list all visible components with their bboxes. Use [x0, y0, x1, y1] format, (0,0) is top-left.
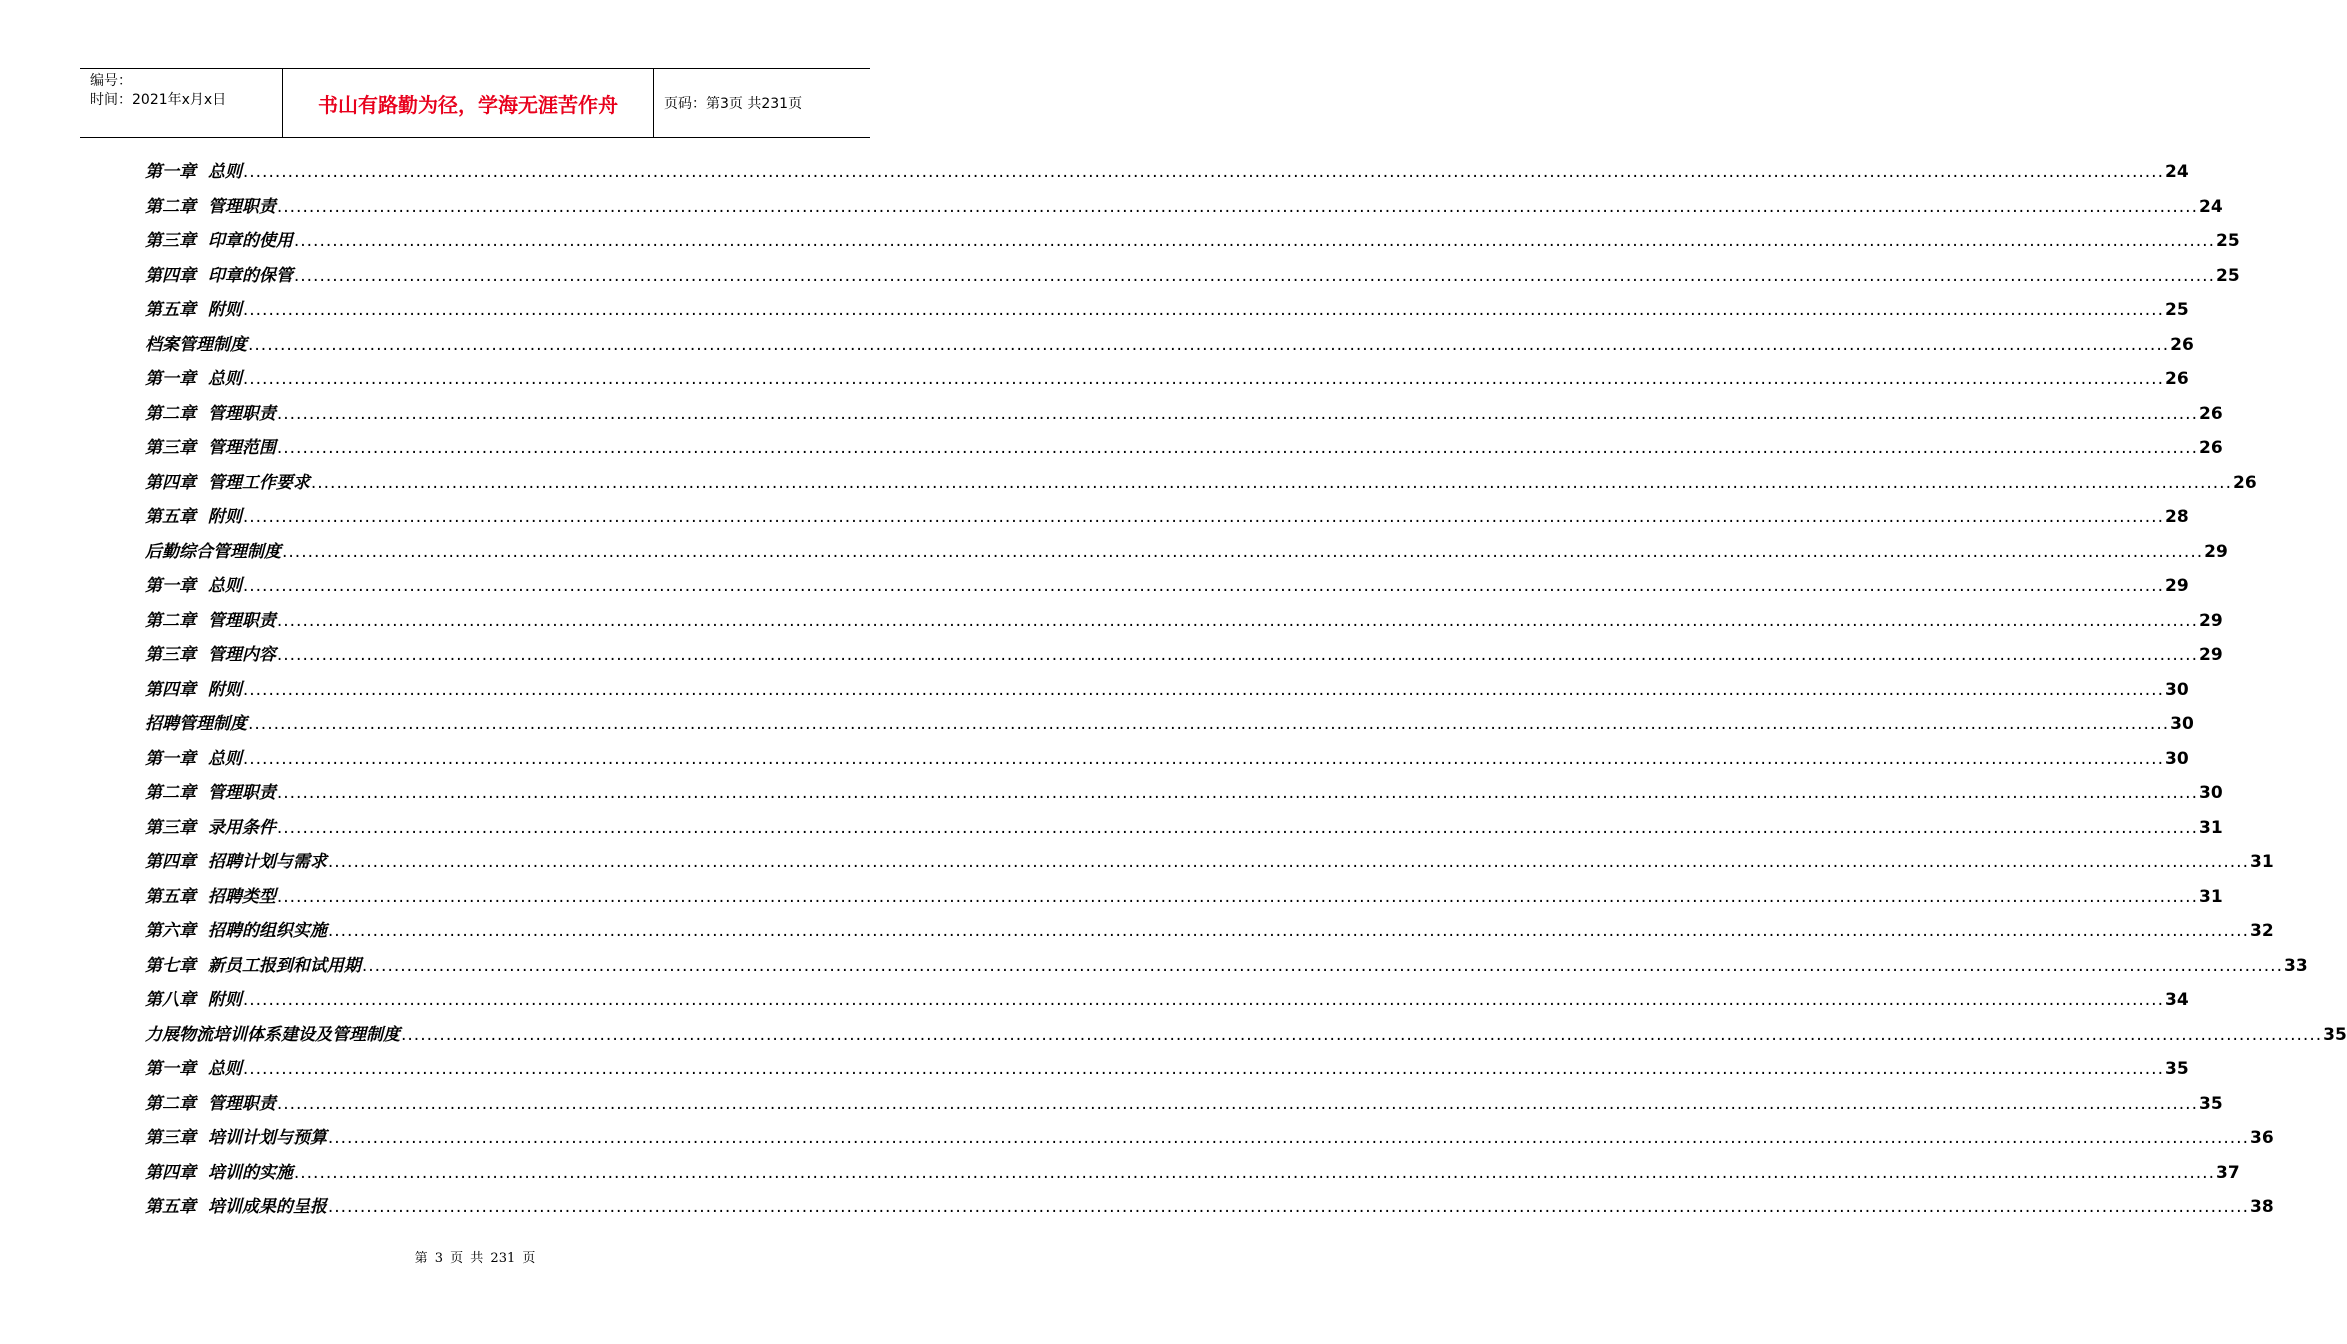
toc-entry-page: 29 — [2199, 645, 2223, 665]
toc-entry[interactable] — [145, 880, 2223, 915]
toc-entry-page: 33 — [2284, 955, 2308, 976]
toc-entry-title: 第五章 附则 — [145, 300, 242, 320]
toc-entry-page: 25 — [2216, 231, 2240, 251]
toc-leader-dots: ............................................................................................................................................................................................................................................................................................................ — [276, 438, 2198, 458]
toc-entry-page: 24 — [2199, 196, 2223, 217]
toc-entry-page: 25 — [2216, 265, 2240, 286]
toc-entry-title: 第二章 管理职责 — [145, 610, 276, 631]
toc-leader-dots: ............................................................................................................................................................................................................................................................................................................ — [276, 196, 2198, 217]
page-header — [80, 68, 870, 138]
toc-entry[interactable] — [145, 500, 2189, 535]
toc-entry-title: 第四章 培训的实施 — [145, 1162, 293, 1183]
toc-entry[interactable] — [145, 397, 2223, 432]
toc-entry-page: 36 — [2250, 1128, 2274, 1148]
toc-entry[interactable] — [145, 190, 2223, 225]
toc-entry-title: 第七章 新员工报到和试用期 — [145, 955, 361, 976]
toc-leader-dots: ............................................................................................................................................................................................................................................................................................................ — [293, 231, 2215, 251]
toc-entry[interactable] — [145, 949, 2308, 984]
toc-entry-title: 力展物流培训体系建设及管理制度 — [145, 1024, 400, 1045]
toc-entry[interactable] — [145, 328, 2194, 363]
toc-entry[interactable] — [145, 155, 2189, 190]
toc-entry-title: 第二章 管理职责 — [145, 783, 276, 803]
toc-entry-title: 第三章 培训计划与预算 — [145, 1128, 327, 1148]
toc-leader-dots: ............................................................................................................................................................................................................................................................................................................ — [276, 645, 2198, 665]
toc-entry-title: 第五章 附则 — [145, 507, 242, 527]
toc-leader-dots: ............................................................................................................................................................................................................................................................................................................ — [276, 1093, 2198, 1114]
toc-entry[interactable] — [145, 983, 2189, 1018]
time-label: 时间：2021年x月x日 — [90, 92, 227, 108]
toc-entry-page: 24 — [2165, 162, 2189, 182]
toc-entry-page: 30 — [2170, 714, 2194, 734]
toc-entry[interactable] — [145, 776, 2223, 811]
toc-entry-title: 第三章 管理范围 — [145, 438, 276, 458]
toc-leader-dots: ............................................................................................................................................................................................................................................................................................................ — [276, 610, 2198, 631]
toc-entry-page: 38 — [2250, 1197, 2274, 1217]
toc-entry-page: 34 — [2165, 990, 2189, 1010]
toc-leader-dots: ............................................................................................................................................................................................................................................................................................................ — [248, 714, 2170, 734]
toc-entry-page: 32 — [2250, 921, 2274, 941]
toc-leader-dots: ............................................................................................................................................................................................................................................................................................................ — [242, 748, 2164, 769]
toc-entry-title: 后勤综合管理制度 — [145, 541, 281, 562]
toc-entry-title: 第一章 总则 — [145, 369, 242, 389]
page-footer: 第 3 页 共 231 页 — [414, 1251, 536, 1266]
toc-entry[interactable] — [145, 259, 2240, 294]
toc-leader-dots: ............................................................................................................................................................................................................................................................................................................ — [242, 1059, 2164, 1079]
toc-entry[interactable] — [145, 811, 2223, 846]
toc-leader-dots: ............................................................................................................................................................................................................................................................................................................ — [276, 403, 2198, 424]
table-of-contents — [145, 155, 2347, 1225]
toc-leader-dots: ............................................................................................................................................................................................................................................................................................................ — [242, 576, 2164, 596]
toc-entry-title: 第一章 总则 — [145, 576, 242, 596]
toc-entry-page: 29 — [2165, 576, 2189, 596]
toc-entry-page: 26 — [2199, 403, 2223, 424]
toc-entry-title: 第一章 总则 — [145, 162, 242, 182]
toc-entry-title: 第四章 印章的保管 — [145, 265, 293, 286]
toc-entry-title: 第二章 管理职责 — [145, 196, 276, 217]
toc-leader-dots: ............................................................................................................................................................................................................................................................................................................ — [361, 955, 2283, 976]
toc-entry-page: 30 — [2199, 783, 2223, 803]
toc-entry-page: 26 — [2199, 438, 2223, 458]
toc-entry-title: 第一章 总则 — [145, 748, 242, 769]
toc-entry-title: 第八章 附则 — [145, 990, 242, 1010]
toc-entry[interactable] — [145, 431, 2223, 466]
toc-entry[interactable] — [145, 638, 2223, 673]
toc-leader-dots: ............................................................................................................................................................................................................................................................................................................ — [276, 817, 2198, 838]
toc-entry[interactable] — [145, 604, 2223, 639]
toc-entry[interactable] — [145, 673, 2189, 708]
header-meta — [80, 69, 282, 137]
toc-leader-dots: ............................................................................................................................................................................................................................................................................................................ — [327, 1128, 2249, 1148]
toc-entry-page: 31 — [2250, 852, 2274, 872]
toc-leader-dots: ............................................................................................................................................................................................................................................................................................................ — [282, 541, 2204, 562]
toc-entry-page: 29 — [2199, 610, 2223, 631]
toc-entry[interactable] — [145, 466, 2257, 501]
toc-leader-dots: ............................................................................................................................................................................................................................................................................................................ — [242, 369, 2164, 389]
toc-entry-title: 第一章 总则 — [145, 1059, 242, 1079]
toc-entry-title: 第四章 管理工作要求 — [145, 472, 310, 493]
toc-entry-title: 第三章 管理内容 — [145, 645, 276, 665]
toc-leader-dots: ............................................................................................................................................................................................................................................................................................................ — [276, 783, 2198, 803]
toc-leader-dots: ............................................................................................................................................................................................................................................................................................................ — [293, 1162, 2215, 1183]
toc-leader-dots: ............................................................................................................................................................................................................................................................................................................ — [327, 1197, 2249, 1217]
toc-leader-dots: ............................................................................................................................................................................................................................................................................................................ — [327, 921, 2249, 941]
toc-entry[interactable] — [145, 914, 2274, 949]
toc-entry[interactable] — [145, 224, 2240, 259]
toc-entry-page: 30 — [2165, 748, 2189, 769]
toc-entry[interactable] — [145, 362, 2189, 397]
toc-entry-page: 25 — [2165, 300, 2189, 320]
toc-entry-page: 30 — [2165, 679, 2189, 700]
toc-entry-page: 35 — [2199, 1093, 2223, 1114]
toc-entry[interactable] — [145, 845, 2274, 880]
toc-entry-page: 35 — [2323, 1024, 2347, 1045]
toc-entry-page: 26 — [2170, 334, 2194, 355]
toc-entry-page: 29 — [2204, 541, 2228, 562]
toc-leader-dots: ............................................................................................................................................................................................................................................................................................................ — [248, 334, 2170, 355]
toc-entry[interactable] — [145, 1052, 2189, 1087]
toc-entry[interactable] — [145, 742, 2189, 777]
header-motto: 书山有路勤为径，学海无涯苦作舟 — [282, 69, 654, 137]
header-page-info: 页码：第3页 共231页 — [664, 96, 803, 112]
toc-entry-title: 第六章 招聘的组织实施 — [145, 921, 327, 941]
toc-entry-title: 第四章 招聘计划与需求 — [145, 852, 327, 872]
toc-entry-title: 第二章 管理职责 — [145, 1093, 276, 1114]
toc-entry-title: 第三章 印章的使用 — [145, 231, 293, 251]
toc-leader-dots: ............................................................................................................................................................................................................................................................................................................ — [310, 472, 2232, 493]
toc-leader-dots: ............................................................................................................................................................................................................................................................................................................ — [401, 1024, 2323, 1045]
toc-entry-page: 26 — [2233, 472, 2257, 493]
toc-leader-dots: ............................................................................................................................................................................................................................................................................................................ — [293, 265, 2215, 286]
toc-entry-title: 第五章 培训成果的呈报 — [145, 1197, 327, 1217]
toc-entry[interactable] — [145, 1018, 2347, 1053]
toc-leader-dots: ............................................................................................................................................................................................................................................................................................................ — [242, 162, 2164, 182]
toc-entry[interactable] — [145, 1156, 2240, 1191]
toc-entry-page: 26 — [2165, 369, 2189, 389]
toc-entry-title: 第五章 招聘类型 — [145, 886, 276, 907]
toc-entry[interactable] — [145, 535, 2228, 570]
toc-leader-dots: ............................................................................................................................................................................................................................................................................................................ — [242, 990, 2164, 1010]
toc-leader-dots: ............................................................................................................................................................................................................................................................................................................ — [276, 886, 2198, 907]
toc-entry[interactable] — [145, 1087, 2223, 1122]
toc-entry[interactable] — [145, 569, 2189, 604]
toc-leader-dots: ............................................................................................................................................................................................................................................................................................................ — [242, 300, 2164, 320]
toc-entry-title: 招聘管理制度 — [145, 714, 247, 734]
toc-entry-page: 31 — [2199, 886, 2223, 907]
toc-entry[interactable] — [145, 1121, 2274, 1156]
number-label: 编号： — [90, 73, 132, 89]
toc-entry-page: 31 — [2199, 817, 2223, 838]
toc-entry-page: 37 — [2216, 1162, 2240, 1183]
toc-entry-title: 第四章 附则 — [145, 679, 242, 700]
toc-entry-page: 28 — [2165, 507, 2189, 527]
toc-entry[interactable] — [145, 707, 2194, 742]
toc-leader-dots: ............................................................................................................................................................................................................................................................................................................ — [242, 679, 2164, 700]
toc-entry-page: 35 — [2165, 1059, 2189, 1079]
toc-entry-title: 第三章 录用条件 — [145, 817, 276, 838]
toc-entry[interactable] — [145, 1190, 2274, 1225]
toc-entry[interactable] — [145, 293, 2189, 328]
toc-leader-dots: ............................................................................................................................................................................................................................................................................................................ — [327, 852, 2249, 872]
toc-entry-title: 档案管理制度 — [145, 334, 247, 355]
toc-leader-dots: ............................................................................................................................................................................................................................................................................................................ — [242, 507, 2164, 527]
toc-entry-title: 第二章 管理职责 — [145, 403, 276, 424]
